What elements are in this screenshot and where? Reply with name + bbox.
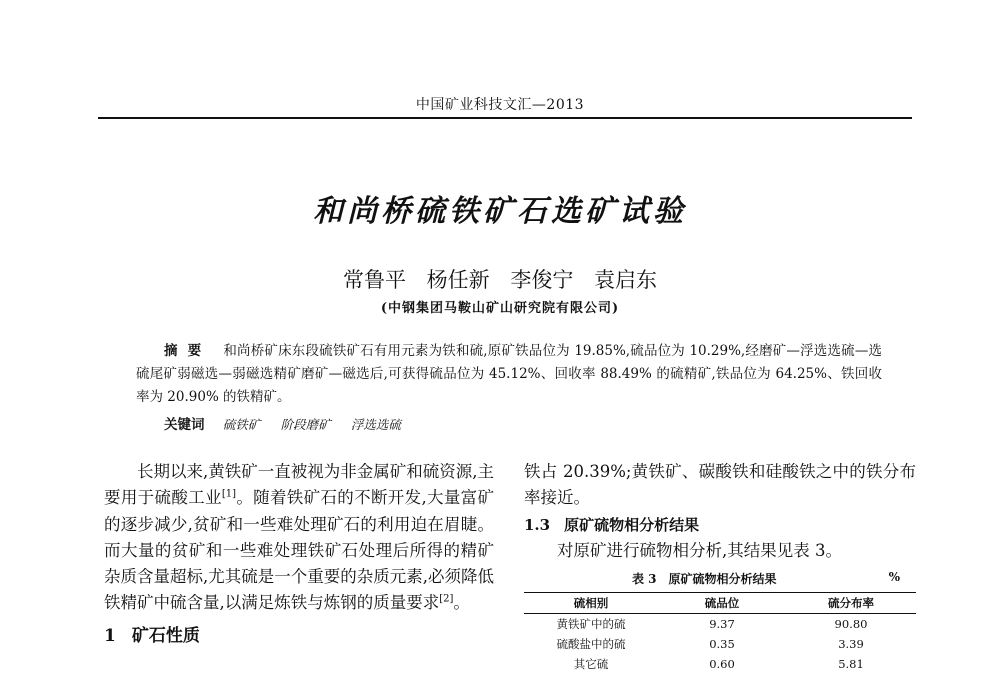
table-title: 原矿硫物相分析结果 — [668, 572, 777, 586]
section-heading — [104, 623, 494, 649]
table-unit: % — [888, 570, 900, 584]
body-paragraph: 对原矿进行硫物相分析,其结果见表 3。 — [557, 540, 842, 560]
table-cell: 黄铁矿中的硫 — [556, 617, 626, 631]
table-row — [524, 634, 916, 654]
column-header: 硫分布率 — [786, 593, 916, 614]
citation: [2] — [439, 593, 454, 605]
keywords — [164, 413, 417, 433]
subsection-heading — [524, 512, 916, 538]
table-cell: 硫酸盐中的硫 — [556, 637, 626, 651]
intro-text: 长期以来,黄铁矿一直被视为非金属矿和硫资源,主要用于硫酸工业 — [104, 462, 494, 508]
table-cell: 3.39 — [838, 637, 864, 651]
table-cell: 5.81 — [838, 657, 864, 671]
table-row — [524, 614, 916, 635]
header-rule — [98, 117, 912, 119]
intro-text: 。随着铁矿石的不断开发,大量富矿的逐步减少,贫矿和一些难处理矿石的利用迫在眉睫。而大量的贫矿和一些难处理铁矿石处理后所得的精矿杂质含量超标,尤其硫是一个重要的杂质元素,必须降低铁精矿中硫含量,以满足炼铁与炼钢的质量要求 — [104, 488, 495, 613]
table-cell: 其它硫 — [573, 657, 609, 671]
citation: [1] — [221, 488, 236, 500]
intro-paragraph — [104, 459, 494, 617]
keywords-label: 关键词 — [164, 417, 205, 433]
sulfur-phase-table — [524, 592, 916, 674]
author-list: 常鲁平 杨任新 李俊宁 袁启东 — [342, 268, 658, 292]
keyword: 浮选选硫 — [350, 417, 401, 432]
table-cell: 90.80 — [834, 617, 868, 631]
table-row — [524, 654, 916, 674]
abstract-label: 摘要 — [164, 343, 212, 359]
subsection-title: 原矿硫物相分析结果 — [564, 515, 700, 534]
table-cell: 9.37 — [709, 617, 735, 631]
right-column — [524, 459, 916, 564]
abstract-text: 和尚桥矿床东段硫铁矿石有用元素为铁和硫,原矿铁品位为 19.85%,硫品位为 10.29%,经磨矿—浮选选硫—选硫尾矿弱磁选—弱磁选精矿磨矿—磁选后,可获得硫品位为 45.12%、回收率 88.49% 的硫精矿,铁品位为 64.25%、铁回收率为 20.90% 的铁精矿。 — [136, 343, 883, 405]
affiliation: (中钢集团马鞍山矿山研究院有限公司) — [380, 301, 620, 316]
table-header-row — [524, 593, 916, 614]
article-title: 和尚桥硫铁矿石选矿试验 — [313, 194, 687, 229]
subsection-number: 1.3 — [524, 515, 551, 534]
column-header: 硫品位 — [658, 593, 786, 614]
running-header: 中国矿业科技文汇—2013 — [415, 97, 585, 113]
table-cell: 0.60 — [709, 657, 735, 671]
table-number: 表 3 — [632, 572, 657, 586]
keyword: 阶段磨矿 — [280, 417, 331, 432]
table-cell: 0.35 — [709, 637, 735, 651]
body-paragraph: 铁占 20.39%;黄铁矿、碳酸铁和硅酸铁之中的铁分布率接近。 — [524, 462, 916, 508]
column-header: 硫相别 — [524, 593, 658, 614]
section-number: 1 — [104, 625, 116, 646]
section-title: 矿石性质 — [131, 625, 200, 646]
abstract — [136, 340, 882, 409]
keyword: 硫铁矿 — [222, 417, 261, 432]
intro-text: 。 — [453, 593, 470, 613]
left-column — [104, 459, 494, 649]
